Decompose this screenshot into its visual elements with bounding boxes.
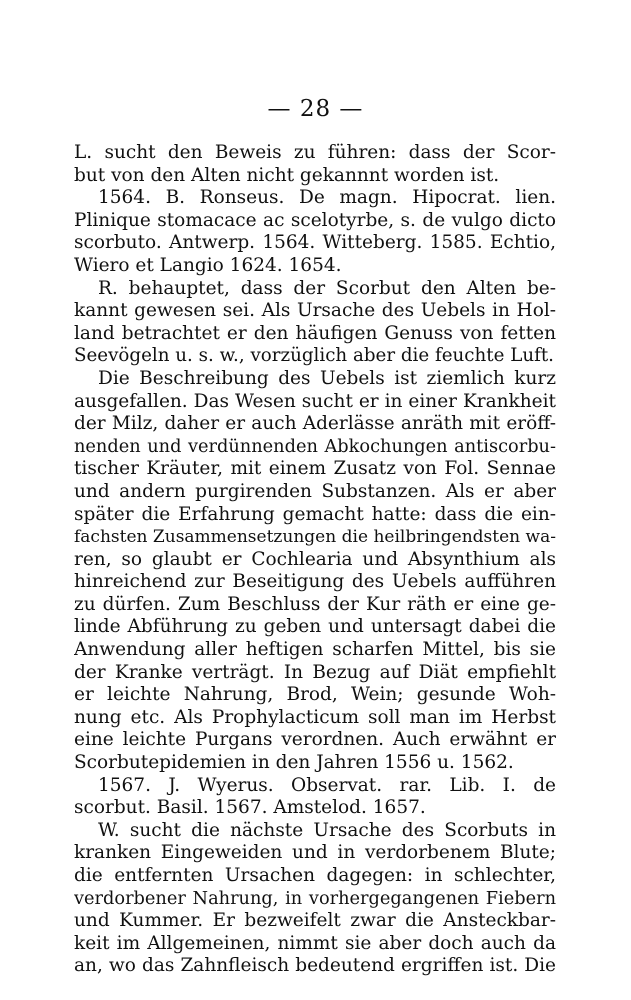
text-line: ren, so glaubt er Cochlearia und Absynthium als <box>74 548 556 570</box>
text-line: und andern purgirenden Substanzen. Als er aber <box>74 480 556 502</box>
text-line: Seevögeln u. s. w., vorzüglich aber die feuchte Luft. <box>74 345 554 367</box>
text-line: tischer Kräuter, mit einem Zusatz von Fol. Sennae <box>74 458 556 480</box>
text-line: W. sucht die nächste Ursache des Scorbuts in <box>98 819 556 841</box>
text-line: kannt gewesen sei. Als Ursache des Uebels in Hol- <box>74 300 556 322</box>
text-line: land betrachtet er den häufigen Genuss von fetten <box>74 322 556 344</box>
text-line: 1564. B. Ronseus. De magn. Hipocrat. lien. <box>98 187 556 209</box>
text-line: nenden und verdünnenden Abkochungen antiscorbu- <box>74 436 556 457</box>
text-line: fachsten Zusammensetzungen die heilbringendsten wa- <box>74 527 556 548</box>
page-number: — 28 — <box>267 96 364 122</box>
text-line: der Kranke verträgt. In Bezug auf Diät empfiehlt <box>74 661 556 683</box>
text-line: die entfernten Ursachen dagegen: in schlechter, <box>74 865 556 886</box>
text-line: 1567. J. Wyerus. Observat. rar. Lib. I. de <box>98 774 556 796</box>
text-line: scorbut. Basil. 1567. Amstelod. 1657. <box>74 797 426 819</box>
text-line: ausgefallen. Das Wesen sucht er in einer Krankheit <box>74 390 556 412</box>
text-line: verdorbener Nahrung, in vorhergegangenen Fiebern <box>74 888 556 909</box>
text-line: scorbuto. Antwerp. 1564. Witteberg. 1585. Echtio, <box>74 232 556 254</box>
text-line: später die Erfahrung gemacht hatte: dass die ein- <box>74 503 556 525</box>
text-line: kranken Eingeweiden und in verdorbenem Blute; <box>74 842 556 864</box>
text-line: but von den Alten nicht gekannnt worden ist. <box>74 164 500 186</box>
text-line: Anwendung aller heftigen scharfen Mittel, bis sie <box>74 639 556 661</box>
text-line: Scorbutepidemien in den Jahren 1556 u. 1562. <box>74 752 514 774</box>
text-line: Wiero et Langio 1624. 1654. <box>74 254 342 276</box>
text-line: R. behauptet, dass der Scorbut den Alten be- <box>98 277 556 299</box>
text-line: linde Abführung zu geben und untersagt dabei die <box>74 616 556 638</box>
text-line: nung etc. Als Prophylacticum soll man im Herbst <box>74 706 556 728</box>
body-text <box>74 142 556 978</box>
text-line: hinreichend zur Beseitigung des Uebels aufführen <box>74 571 556 593</box>
text-line: an, wo das Zahnfleisch bedeutend ergriffen ist. Die <box>74 955 556 977</box>
text-line: der Milz, daher er auch Aderlässe anräth mit eröff- <box>74 413 556 435</box>
text-line: keit im Allgemeinen, nimmt sie aber doch auch da <box>74 932 556 954</box>
text-line: Die Beschreibung des Uebels ist ziemlich kurz <box>98 367 556 389</box>
text-line: er leichte Nahrung, Brod, Wein; gesunde Woh- <box>74 684 556 706</box>
text-line: L. sucht den Beweis zu führen: dass der Scor- <box>74 142 556 163</box>
text-line: und Kummer. Er bezweifelt zwar die Ansteckbar- <box>74 910 556 932</box>
text-line: eine leichte Purgans verordnen. Auch erwähnt er <box>74 729 556 751</box>
text-line: Plinique stomacace ac scelotyrbe, s. de vulgo dicto <box>74 209 556 231</box>
text-line: zu dürfen. Zum Beschluss der Kur räth er eine ge- <box>74 593 556 615</box>
